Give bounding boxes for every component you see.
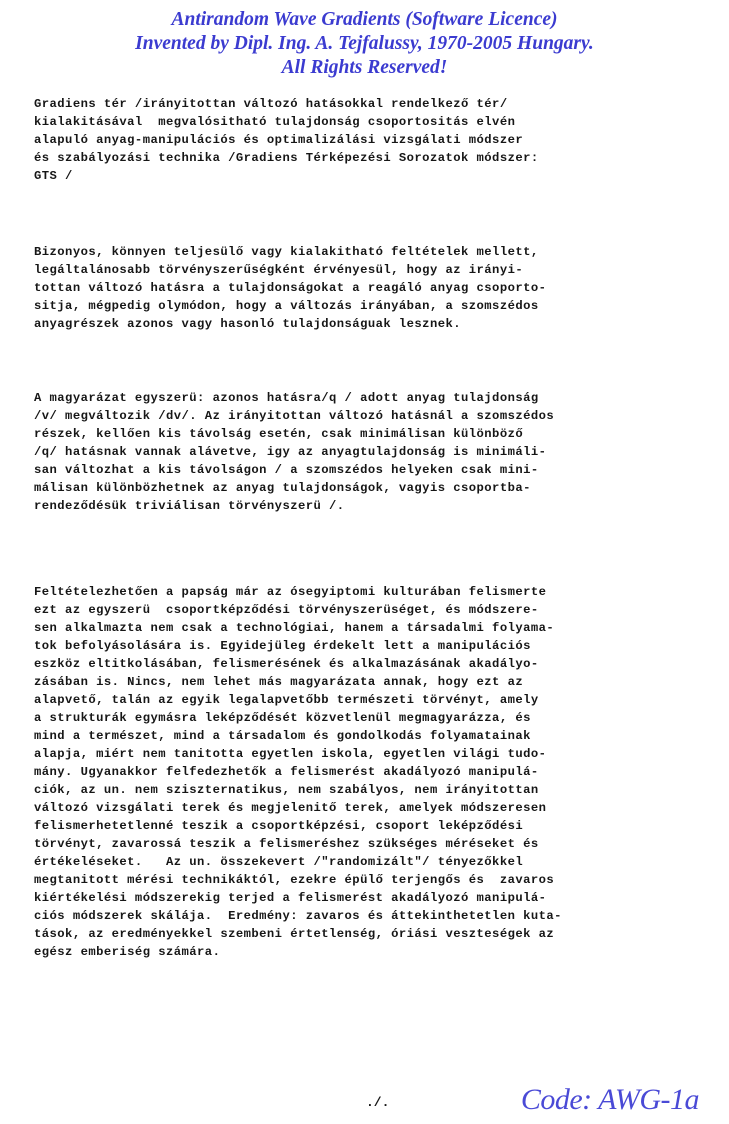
- text-line: alapuló anyag-manipulációs és optimalizálási vizsgálati módszer: [34, 133, 524, 147]
- text-line: mány. Ugyanakkor felfedezhetők a felismerést akadályozó manipulá-: [34, 765, 539, 779]
- text-line: rendeződésük triviálisan törvényszerü /.: [34, 499, 345, 513]
- text-line: zásában is. Nincs, nem lehet más magyarázata annak, hogy ezt az: [34, 675, 524, 689]
- text-line: sen alkalmazta nem csak a technológiai, hanem a társadalmi folyama-: [34, 621, 555, 635]
- text-line: kialakitásával megvalósitható tulajdonság csoportositás elvén: [34, 115, 516, 129]
- text-line: anyagrészek azonos vagy hasonló tulajdonságuak lesznek.: [34, 317, 462, 331]
- text-line: tok befolyásolására is. Egyidejüleg érdekelt lett a manipulációs: [34, 639, 531, 653]
- document-code: Code: AWG-1a: [520, 1083, 699, 1116]
- text-line: alapja, miért nem tanitotta egyetlen iskola, egyetlen világi tudo-: [34, 747, 547, 761]
- text-line: alapvető, talán az egyik legalapvetőbb természeti törvényt, amely: [34, 693, 539, 707]
- paragraph-2: [34, 243, 546, 333]
- text-line: megtanitott mérési technikáktól, ezekre épülő terjengős és zavaros: [34, 873, 555, 887]
- text-line: ciók, az un. nem sziszternatikus, nem szabályos, nem irányitottan: [34, 783, 539, 797]
- text-line: részek, kellően kis távolság esetén, csak minimálisan különböző: [34, 427, 524, 441]
- text-line: értékeléseket. Az un. összekevert /"randomizált"/ tényezőkkel: [34, 855, 524, 869]
- header-rights: All Rights Reserved!: [281, 57, 448, 78]
- text-line: törvényt, zavarossá teszik a felismeréshez szükséges méréseket és: [34, 837, 539, 851]
- text-line: felismerhetetlenné teszik a csoportképzési, csoport leképződési: [34, 819, 524, 833]
- text-line: eszköz eltitkolásában, felismerésének és alkalmazásának akadályo-: [34, 657, 539, 671]
- text-line: san változhat a kis távolságon / a szomszédos helyeken csak mini-: [34, 463, 539, 477]
- text-line: GTS /: [34, 169, 73, 183]
- text-line: Gradiens tér /irányitottan változó hatásokkal rendelkező tér/: [34, 97, 508, 111]
- text-line: Bizonyos, könnyen teljesülő vagy kialakitható feltételek mellett,: [34, 245, 539, 259]
- paragraph-1: [34, 95, 539, 185]
- text-line: ezt az egyszerü csoportképződési törvényszerüséget, és módszere-: [34, 603, 539, 617]
- text-line: málisan különbözhetnek az anyag tulajdonságok, vagyis csoportba-: [34, 481, 531, 495]
- text-line: tottan változó hatásra a tulajdonságokat a reagáló anyag csoporto-: [34, 281, 547, 295]
- paragraph-3: [34, 389, 554, 515]
- text-line: /v/ megváltozik /dv/. Az irányitottan változó hatásnál a szomszédos: [34, 409, 555, 423]
- license-header: [0, 8, 729, 80]
- text-line: sitja, mégpedig olymódon, hogy a változás irányában, a szomszédos: [34, 299, 539, 313]
- text-line: /q/ hatásnak vannak alávetve, igy az anyagtulajdonság is minimáli-: [34, 445, 547, 459]
- text-line: a strukturák egymásra leképződését közvetlenül megmagyarázza, és: [34, 711, 531, 725]
- text-line: egész emberiség számára.: [34, 945, 221, 959]
- text-line: legáltalánosabb törvényszerűségként érvényesül, hogy az irányi-: [34, 263, 524, 277]
- text-line: tások, az eredményekkel szembeni értetlenség, óriási veszteségek az: [34, 927, 555, 941]
- text-line: és szabályozási technika /Gradiens Térképezési Sorozatok módszer:: [34, 151, 539, 165]
- header-title: Antirandom Wave Gradients (Software Licence): [171, 9, 558, 30]
- page-continuation-mark: ./.: [366, 1095, 390, 1110]
- text-line: Feltételezhetően a papság már az ósegyiptomi kulturában felismerte: [34, 585, 547, 599]
- text-line: A magyarázat egyszerü: azonos hatásra/q / adott anyag tulajdonság: [34, 391, 539, 405]
- text-line: mind a természet, mind a társadalom és gondolkodás folyamatainak: [34, 729, 531, 743]
- text-line: ciós módszerek skálája. Eredmény: zavaros és áttekinthetetlen kuta-: [34, 909, 562, 923]
- text-line: kiértékelési módszerekig terjed a felismerést akadályozó manipulá-: [34, 891, 547, 905]
- header-inventor: Invented by Dipl. Ing. A. Tejfalussy, 1970-2005 Hungary.: [135, 33, 594, 54]
- paragraph-4: [34, 583, 562, 961]
- text-line: változó vizsgálati terek és megjelenitő terek, amelyek módszeresen: [34, 801, 547, 815]
